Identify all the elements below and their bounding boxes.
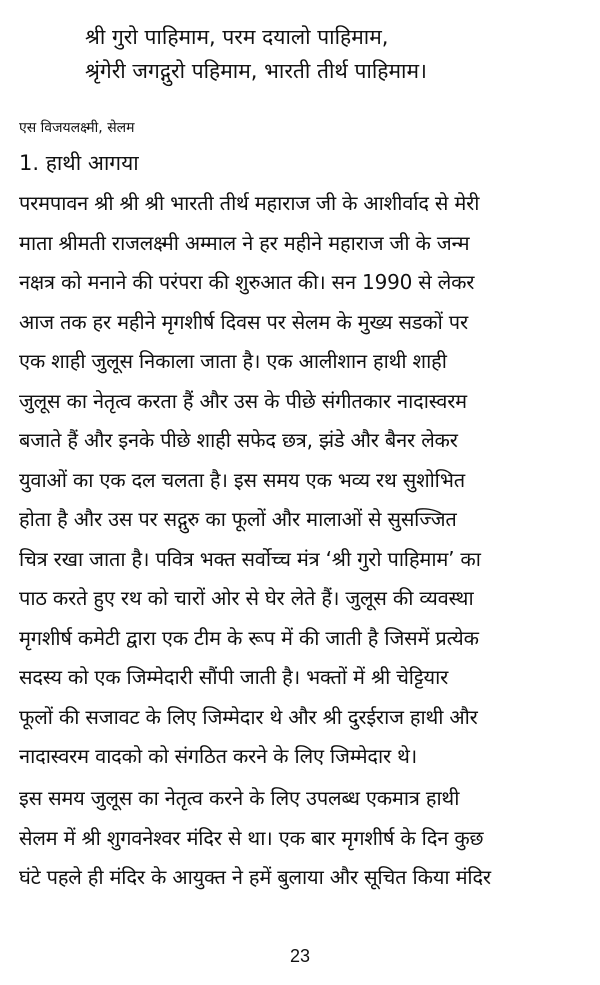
text-line: इस समय जुलूस का नेतृत्व करने के लिए उपलब्ध एकमात्र हाथी [19, 786, 460, 810]
text-line: माता श्रीमती राजलक्ष्मी अम्माल ने हर महीने महाराज जी के जन्म [19, 230, 470, 255]
page-number: 23 [289, 946, 311, 966]
text-line: चित्र रखा जाता है। पवित्र भक्त सर्वोच्च मंत्र ‘श्री गुरो पाहिमाम’ का [19, 546, 481, 571]
text-line: पाठ करते हुए रथ को चारों ओर से घेर लेते हैं। जुलूस की व्यवस्था [19, 586, 474, 610]
invocation-verse [85, 20, 585, 88]
text-line: जुलूस का नेतृत्व करता हैं और उस के पीछे संगीतकार नादास्वरम [19, 388, 467, 413]
paragraph-2 [19, 779, 584, 898]
text-line: एक शाही जुलूस निकाला जाता है। एक आलीशान हाथी शाही [19, 349, 447, 373]
author-byline: एस विजयलक्ष्मी, सेलम [19, 120, 135, 136]
verse-line-2: श्रृंगेरी जगद्गुरो पहिमाम, भारती तीर्थ पाहिमाम। [85, 59, 427, 83]
text-line: युवाओं का एक दल चलता है। इस समय एक भव्य रथ सुशोभित [19, 467, 465, 492]
text-line: आज तक हर महीने मृगशीर्ष दिवस पर सेलम के मुख्य सडकों पर [19, 309, 468, 334]
text-line: सेलम में श्री शुगवनेश्वर मंदिर से था। एक बार मृगशीर्ष के दिन कुछ [19, 825, 484, 850]
text-line: नादास्वरम वादको को संगठित करने के लिए जिम्मेदार थे। [19, 744, 418, 768]
text-line: सदस्य को एक जिम्मेदारी सौंपी जाती है। भक्तों में श्री चेट्टियार [19, 665, 449, 689]
text-line: घंटे पहले ही मंदिर के आयुक्त ने हमें बुलाया और सूचित किया मंदिर [19, 865, 491, 889]
text-line: मृगशीर्ष कमेटी द्वारा एक टीम के रूप में की जाती है जिसमें प्रत्येक [19, 625, 479, 650]
text-line: होता है और उस पर सद्गुरु का फूलों और मालाओं से सुसज्जित [19, 507, 457, 531]
text-line: परमपावन श्री श्री श्री भारती तीर्थ महाराज जी के आशीर्वाद से मेरी [19, 191, 480, 215]
text-line: फूलों की सजावट के लिए जिम्मेदार थे और श्री दुरईराज हाथी और [19, 704, 478, 729]
text-line: नक्षत्र को मनाने की परंपरा की शुरुआत की। सन 1990 से लेकर [19, 270, 475, 294]
section-heading: 1. हाथी आगया [19, 151, 139, 175]
verse-line-1: श्री गुरो पाहिमाम, परम दयालो पाहिमाम, [85, 25, 389, 49]
text-line: बजाते हैं और इनके पीछे शाही सफेद छत्र, झंडे और बैनर लेकर [19, 428, 458, 452]
paragraph-1 [19, 184, 584, 777]
